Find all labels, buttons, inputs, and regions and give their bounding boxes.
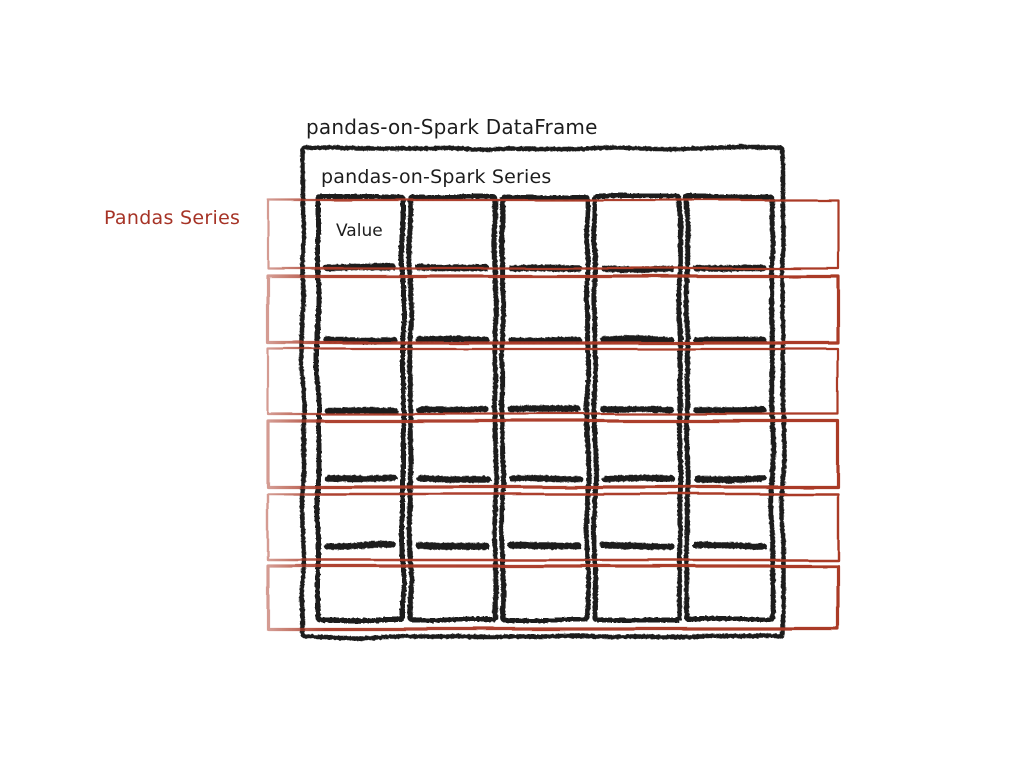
pandas-series-label: Pandas Series: [104, 207, 241, 229]
pandas-series-row: [268, 494, 838, 560]
value-cell-label: Value: [336, 221, 383, 241]
spark-series-label: pandas-on-Spark Series: [321, 166, 552, 188]
dataframe-title: pandas-on-Spark DataFrame: [306, 115, 598, 139]
pandas-series-row: [268, 349, 838, 414]
pandas-rows-layer: [268, 200, 838, 629]
pandas-series-row: [268, 276, 838, 343]
